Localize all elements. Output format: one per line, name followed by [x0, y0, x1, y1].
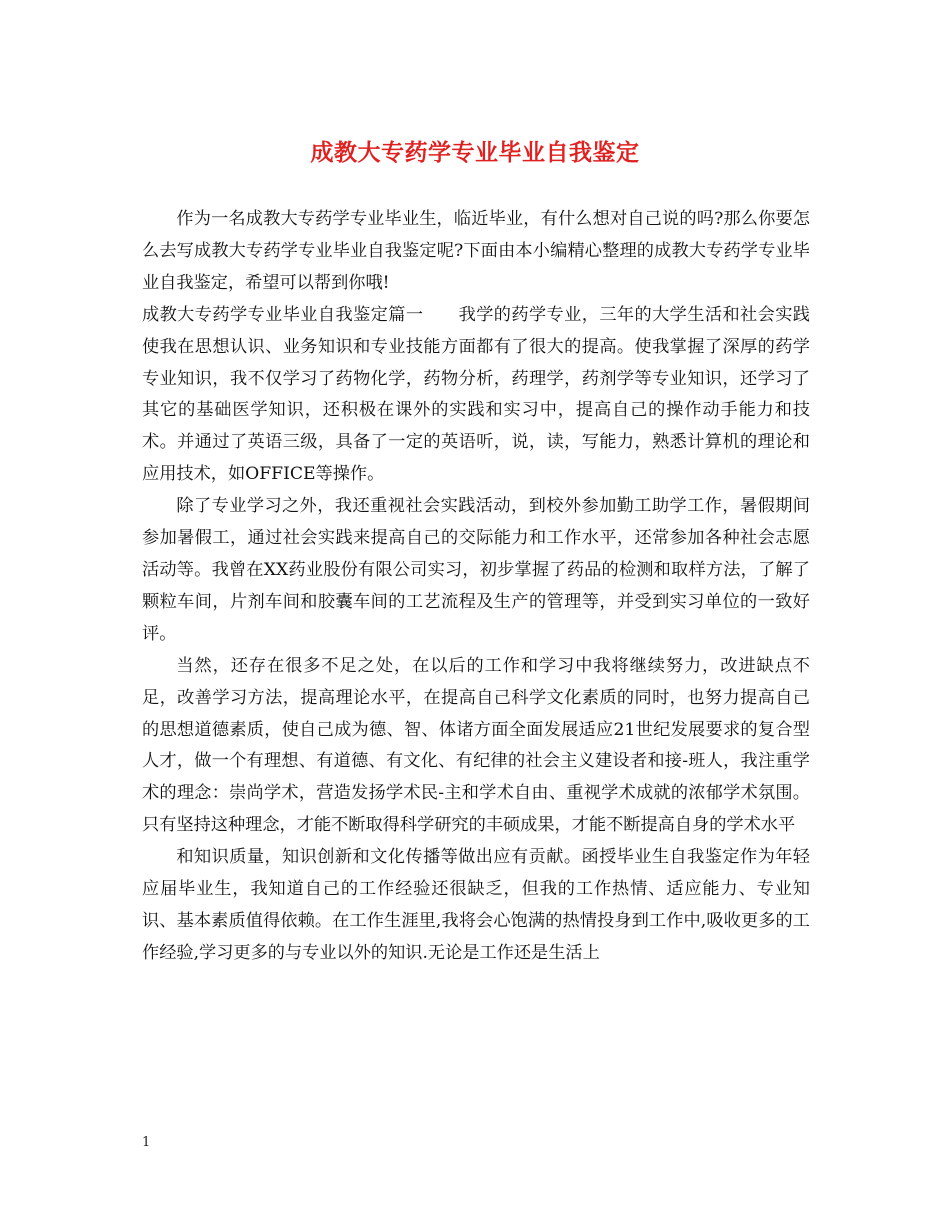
paragraph-shortcomings: 当然，还存在很多不足之处，在以后的工作和学习中我将继续努力，改进缺点不足，改善学习方法，提高理论水平，在提高自己科学文化素质的同时，也努力提高自己的思想道德素质，使自己成为德、智、体诸方面全面发展适应21世纪发展要求的复合型人才，做一个有理想、有道德、有文化、有纪律的社会主义建设者和接-班人，我注重学术的理念：崇尚学术，营造发扬学术民-主和学术自由、重视学术成就的浓郁学术氛围。只有坚持这种理念，才能不断取得科学研究的丰硕成果，才能不断提高自身的学术水平 [142, 655, 810, 836]
page-number: 1 [142, 1135, 151, 1150]
document-title: 成教大专药学专业毕业自我鉴定 [310, 139, 640, 166]
paragraph-practice: 除了专业学习之外，我还重视社会实践活动，到校外参加勤工助学工作，暑假期间参加暑假工，通过社会实践来提高自己的交际能力和工作水平，还常参加各种社会志愿活动等。我曾在XX药业股份有限公司实习，初步掌握了药品的检测和取样方法，了解了颗粒车间，片剂车间和胶囊车间的工艺流程及生产的管理等，并受到实习单位的一致好评。 [142, 496, 810, 644]
paragraph-continuation: 和知识质量，知识创新和文化传播等做出应有贡献。函授毕业生自我鉴定作为年轻应届毕业生，我知道自己的工作经验还很缺乏，但我的工作热情、适应能力、专业知识、基本素质值得依赖。在工作生涯里,我将会心饱满的热情投身到工作中,吸收更多的工作经验,学习更多的与专业以外的知识.无论是工作还是生活上 [142, 847, 810, 963]
document-body [142, 204, 810, 970]
paragraph-section-one: 成教大专药学专业毕业自我鉴定篇一 我学的药学专业，三年的大学生活和社会实践使我在思想认识、业务知识和专业技能方面都有了很大的提高。使我掌握了深厚的药学专业知识，我不仅学习了药物化学，药物分析，药理学，药剂学等专业知识，还学习了其它的基础医学知识，还积极在课外的实践和实习中，提高自己的操作动手能力和技术。并通过了英语三级，具备了一定的英语听，说，读，写能力，熟悉计算机的理论和应用技术，如OFFICE等操作。 [142, 304, 810, 485]
paragraph-intro: 作为一名成教大专药学专业毕业生，临近毕业，有什么想对自己说的吗?那么你要怎么去写成教大专药学专业毕业自我鉴定呢?下面由本小编精心整理的成教大专药学专业毕业自我鉴定，希望可以帮到你哦! [142, 209, 810, 293]
